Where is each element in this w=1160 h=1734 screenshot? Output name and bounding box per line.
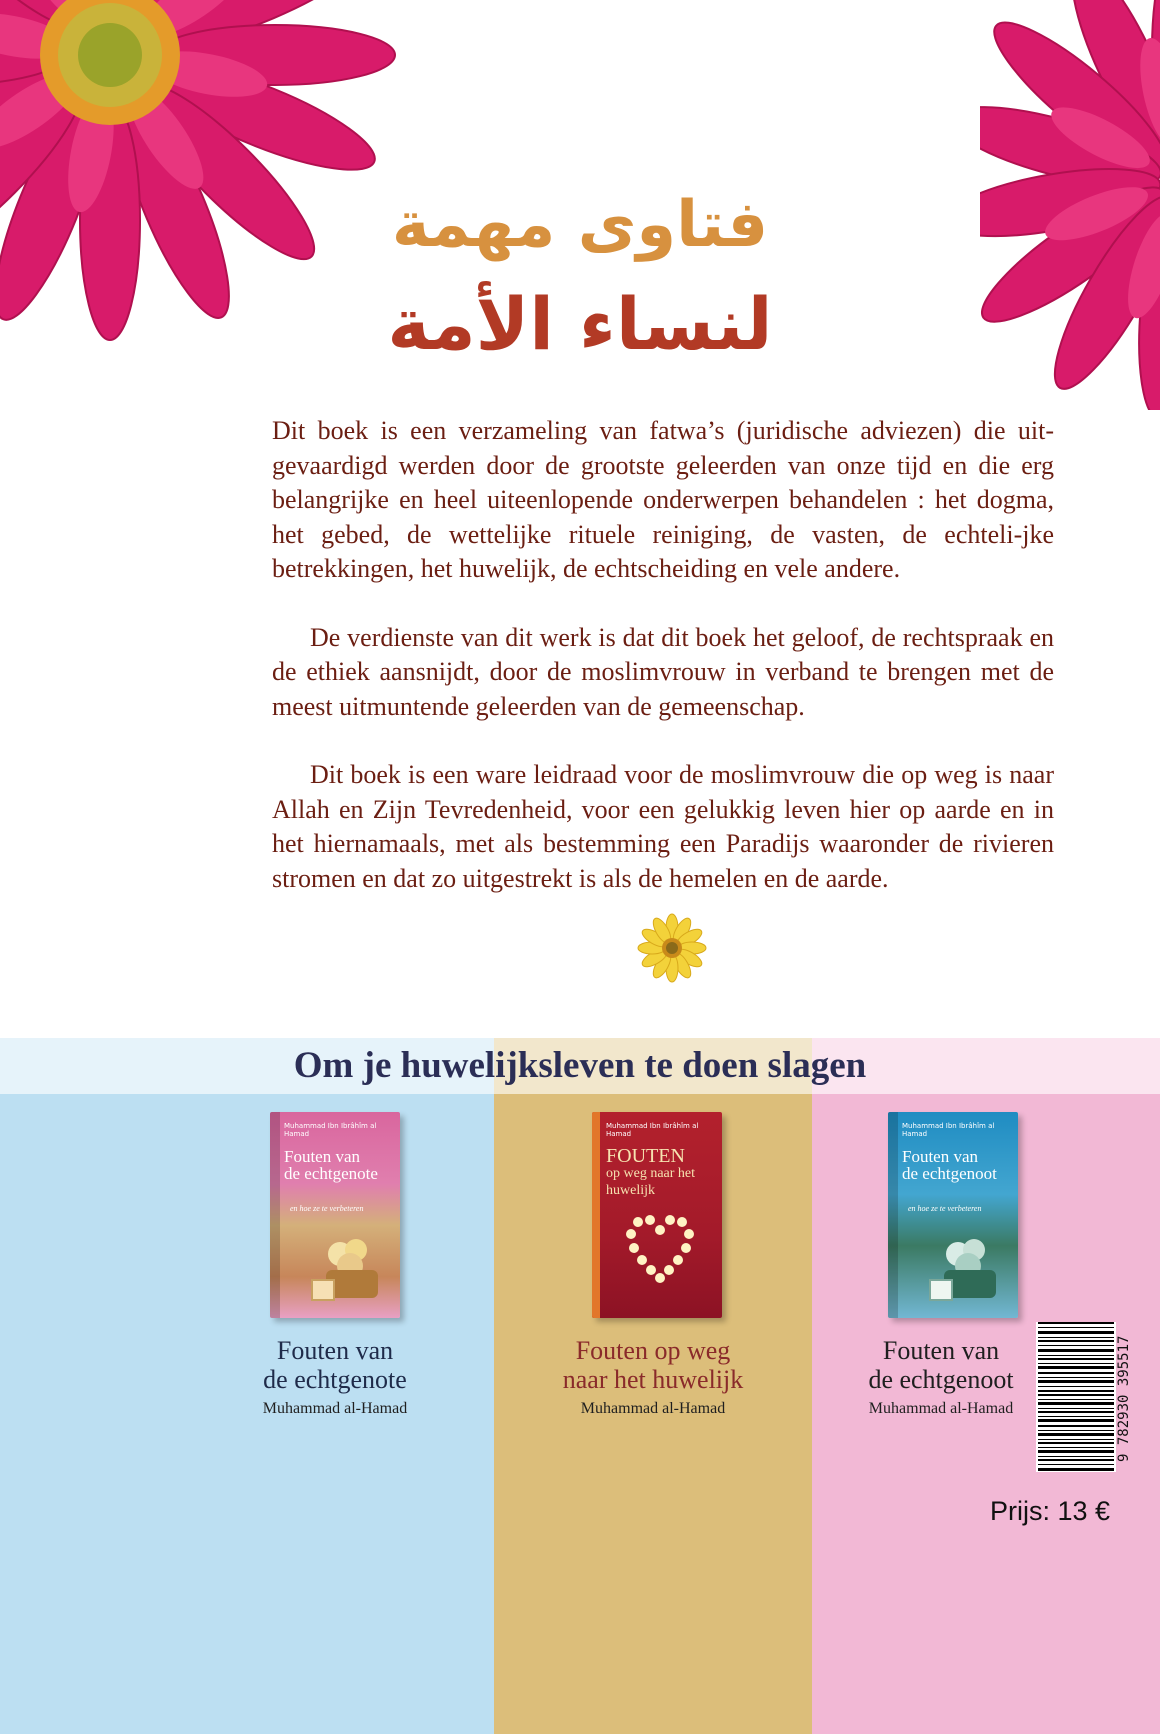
- book-cover-title: [902, 1148, 1012, 1182]
- book-cover-title-a: Fouten van: [902, 1147, 979, 1166]
- book-cover-title-a: FOUTEN: [606, 1145, 685, 1167]
- bouquet-icon: [928, 1224, 1008, 1304]
- book-cover-author: Muhammad Ibn Ibrâhîm al Hamad: [284, 1122, 377, 1138]
- description-text: [272, 414, 1054, 930]
- price: Prijs: 13 €: [990, 1496, 1111, 1526]
- book-cover-subtitle: en hoe ze te verbeteren: [290, 1204, 364, 1213]
- caption-author: Muhammad al-Hamad: [262, 1400, 408, 1417]
- book-cover-echtgenoot[interactable]: [888, 1112, 1018, 1318]
- barcode: [1036, 1322, 1116, 1472]
- book-caption-1: [224, 1336, 446, 1421]
- caption-author: Muhammad al-Hamad: [868, 1400, 1014, 1417]
- paragraph-1: Dit boek is een verzameling van fatwa’s (juridische adviezen) die uit-gevaardigd werden door de grootste geleerden van onze tijd en die erg belangrijke en heel uiteenlopende onderwerpen behandelen : het dogma, het gebed, de wettelijke rituele reiniging, de vasten, de echteli-jke betrekkingen, het huwelijk, de echtscheiding en vele andere.: [272, 416, 1054, 583]
- caption-title-line2: de echtgenote: [263, 1365, 407, 1394]
- caption-title-line2: de echtgenoot: [868, 1365, 1014, 1394]
- book-cover-title: [284, 1148, 394, 1182]
- book-cover-author: Muhammad Ibn Ibrâhîm al Hamad: [902, 1122, 995, 1138]
- book-cover-title-b: op weg naar het huwelijk: [606, 1166, 696, 1198]
- caption-title-line1: Fouten van: [882, 1336, 1000, 1365]
- caption-author: Muhammad al-Hamad: [580, 1400, 726, 1417]
- caption-title-line1: Fouten op weg: [575, 1336, 731, 1365]
- book-caption-3: [830, 1336, 1052, 1421]
- book-cover-author: Muhammad Ibn Ibrâhîm al Hamad: [606, 1122, 699, 1138]
- paragraph-3: Dit boek is een ware leidraad voor de moslimvrouw die op weg is naar Allah en Zijn Tevredenheid, voor een gelukkig leven hier op aarde en in het hiernamaals, met als bestemming een Paradijs waaronder de rivieren stromen en dat zo uitgestrekt is als de hemelen en de aarde.: [272, 760, 1054, 893]
- caption-title-line1: Fouten van: [276, 1336, 394, 1365]
- bouquet-icon: [310, 1224, 390, 1304]
- barcode-digits: 9 782930 395517: [1116, 1335, 1132, 1463]
- paragraph-2: De verdienste van dit werk is dat dit boek het geloof, de rechtspraak en de ethiek aansnijdt, door de moslimvrouw in verband te brengen met de meest uitmuntende geleerden van de gemeenschap.: [272, 622, 1054, 721]
- book-cover-echtgenote[interactable]: [270, 1112, 400, 1318]
- book-cover-huwelijk[interactable]: [592, 1112, 722, 1318]
- arabic-title-line-2: لنساء الأمة: [387, 282, 773, 366]
- book-caption-2: [532, 1336, 774, 1421]
- heart-icon: [620, 1208, 700, 1288]
- caption-title-line2: naar het huwelijk: [562, 1365, 744, 1394]
- book-cover-subtitle: en hoe ze te verbeteren: [908, 1204, 982, 1213]
- book-cover-title-b: de echtgenote: [284, 1164, 378, 1183]
- book-cover-title-a: Fouten van: [284, 1147, 361, 1166]
- yellow-flower-icon: [636, 912, 708, 984]
- arabic-title-line-1: فتاوى مهمة: [391, 188, 769, 262]
- section-title: Om je huwelijksleven te doen slagen: [293, 1045, 867, 1086]
- book-cover-title-b: de echtgenoot: [902, 1164, 997, 1183]
- book-cover-title: [606, 1145, 716, 1199]
